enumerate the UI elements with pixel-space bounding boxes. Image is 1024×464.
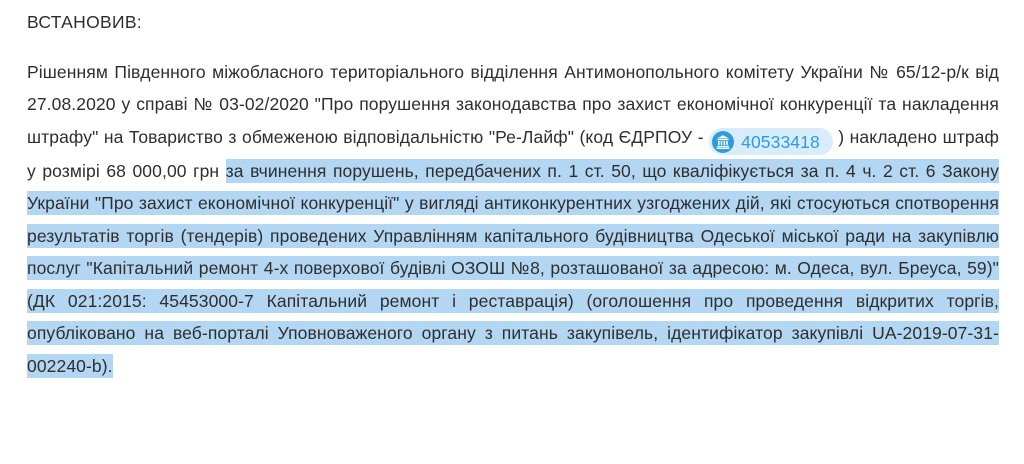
section-heading (27, 6, 999, 39)
edrpou-badge[interactable] (709, 128, 833, 155)
paragraph-text-middle: ) накладено штраф у розмірі 68 000,00 грн (27, 126, 999, 181)
bank-icon (712, 131, 734, 153)
section-heading-text: ВСТАНОВИВ: (27, 12, 142, 32)
decision-paragraph (27, 56, 999, 383)
selected-text: за вчинення порушень, передбачених п. 1 ст. 50, що кваліфікується за п. 4 ч. 2 ст. 6 Закону України "Про захист економічної конкуренції" у вигляді антиконкурентних узгоджених дій, які стосуються спотворення результатів торгів (тендерів) проведених Управлінням капітального будівництва Одеської міської ради на закупівлю послуг "Капітальний ремонт 4-х поверхової будівлі ОЗОШ №8, розташованої за адресою: м. Одеса, вул. Бреуса, 59)" (ДК 021:2015: 45453000-7 Капітальний ремонт і реставрація) (оголошення про проведення відкритих торгів, опубліковано на веб-порталі Уповноваженого органу з питань закупівель, ідентифікатор закупівлі UA-2019-07-31-002240-b). (27, 160, 999, 376)
paragraph-text-start: Рішенням Південного міжобласного територіального відділення Антимонопольного комітету України № 65/12-р/к від 27.08.2020 у справі № 03-02/2020 "Про порушення законодавства про захист економічної конкуренції та накладення штрафу" на Товариство з обмеженою відповідальністю "Ре-Лайф" (код ЄДРПОУ - (27, 61, 999, 147)
edrpou-code[interactable]: 40533418 (741, 131, 820, 152)
